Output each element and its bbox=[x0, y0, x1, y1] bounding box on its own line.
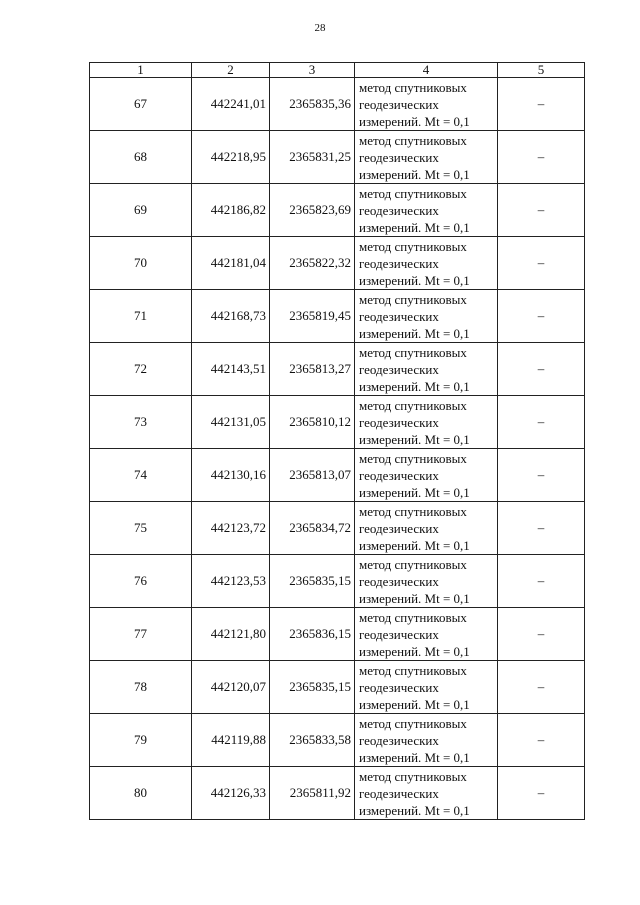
method-line: геодезических bbox=[359, 361, 439, 377]
note-cell: – bbox=[498, 78, 585, 131]
table-row bbox=[90, 343, 585, 396]
x-coordinate-cell: 442121,80 bbox=[192, 608, 270, 661]
method-line: измерений. Mt = 0,1 bbox=[359, 802, 470, 818]
table-row bbox=[90, 449, 585, 502]
method-line: метод спутниковых bbox=[359, 344, 467, 360]
method-line: метод спутниковых bbox=[359, 715, 467, 731]
method-line: метод спутниковых bbox=[359, 609, 467, 625]
point-number-cell: 74 bbox=[90, 449, 192, 502]
table-row bbox=[90, 396, 585, 449]
table-row bbox=[90, 184, 585, 237]
method-cell bbox=[355, 184, 498, 237]
note-cell: – bbox=[498, 661, 585, 714]
method-cell bbox=[355, 661, 498, 714]
header-cell-5: 5 bbox=[498, 63, 585, 78]
point-number-cell: 69 bbox=[90, 184, 192, 237]
x-coordinate-cell: 442119,88 bbox=[192, 714, 270, 767]
method-line: измерений. Mt = 0,1 bbox=[359, 325, 470, 341]
method-cell bbox=[355, 78, 498, 131]
x-coordinate-cell: 442168,73 bbox=[192, 290, 270, 343]
method-cell bbox=[355, 237, 498, 290]
y-coordinate-cell: 2365833,58 bbox=[270, 714, 355, 767]
point-number-cell: 67 bbox=[90, 78, 192, 131]
note-cell: – bbox=[498, 449, 585, 502]
point-number-cell: 79 bbox=[90, 714, 192, 767]
method-cell bbox=[355, 290, 498, 343]
y-coordinate-cell: 2365835,15 bbox=[270, 555, 355, 608]
table-row bbox=[90, 237, 585, 290]
table-row bbox=[90, 131, 585, 184]
method-line: геодезических bbox=[359, 308, 439, 324]
y-coordinate-cell: 2365835,15 bbox=[270, 661, 355, 714]
note-cell: – bbox=[498, 290, 585, 343]
point-number-cell: 68 bbox=[90, 131, 192, 184]
method-line: метод спутниковых bbox=[359, 132, 467, 148]
note-cell: – bbox=[498, 767, 585, 820]
method-line: метод спутниковых bbox=[359, 503, 467, 519]
method-cell bbox=[355, 608, 498, 661]
method-line: геодезических bbox=[359, 626, 439, 642]
coordinates-table bbox=[89, 62, 585, 820]
table-row bbox=[90, 608, 585, 661]
note-cell: – bbox=[498, 502, 585, 555]
method-line: геодезических bbox=[359, 785, 439, 801]
method-line: измерений. Mt = 0,1 bbox=[359, 537, 470, 553]
method-line: измерений. Mt = 0,1 bbox=[359, 378, 470, 394]
method-line: геодезических bbox=[359, 149, 439, 165]
note-cell: – bbox=[498, 343, 585, 396]
method-line: геодезических bbox=[359, 679, 439, 695]
point-number-cell: 75 bbox=[90, 502, 192, 555]
point-number-cell: 73 bbox=[90, 396, 192, 449]
method-line: измерений. Mt = 0,1 bbox=[359, 749, 470, 765]
method-line: геодезических bbox=[359, 520, 439, 536]
method-line: метод спутниковых bbox=[359, 238, 467, 254]
note-cell: – bbox=[498, 184, 585, 237]
note-cell: – bbox=[498, 237, 585, 290]
method-line: геодезических bbox=[359, 96, 439, 112]
method-line: метод спутниковых bbox=[359, 185, 467, 201]
method-line: геодезических bbox=[359, 573, 439, 589]
x-coordinate-cell: 442218,95 bbox=[192, 131, 270, 184]
table-row bbox=[90, 767, 585, 820]
method-line: метод спутниковых bbox=[359, 768, 467, 784]
method-cell bbox=[355, 449, 498, 502]
x-coordinate-cell: 442131,05 bbox=[192, 396, 270, 449]
table-row bbox=[90, 555, 585, 608]
x-coordinate-cell: 442143,51 bbox=[192, 343, 270, 396]
y-coordinate-cell: 2365836,15 bbox=[270, 608, 355, 661]
method-cell bbox=[355, 767, 498, 820]
header-cell-1: 1 bbox=[90, 63, 192, 78]
header-cell-4: 4 bbox=[355, 63, 498, 78]
page-number: 28 bbox=[314, 22, 326, 34]
y-coordinate-cell: 2365819,45 bbox=[270, 290, 355, 343]
method-line: геодезических bbox=[359, 414, 439, 430]
method-line: метод спутниковых bbox=[359, 397, 467, 413]
y-coordinate-cell: 2365835,36 bbox=[270, 78, 355, 131]
point-number-cell: 70 bbox=[90, 237, 192, 290]
method-line: метод спутниковых bbox=[359, 450, 467, 466]
y-coordinate-cell: 2365822,32 bbox=[270, 237, 355, 290]
method-cell bbox=[355, 502, 498, 555]
x-coordinate-cell: 442123,72 bbox=[192, 502, 270, 555]
x-coordinate-cell: 442120,07 bbox=[192, 661, 270, 714]
point-number-cell: 72 bbox=[90, 343, 192, 396]
y-coordinate-cell: 2365834,72 bbox=[270, 502, 355, 555]
note-cell: – bbox=[498, 714, 585, 767]
note-cell: – bbox=[498, 555, 585, 608]
method-line: измерений. Mt = 0,1 bbox=[359, 484, 470, 500]
table-row bbox=[90, 661, 585, 714]
note-cell: – bbox=[498, 396, 585, 449]
method-line: измерений. Mt = 0,1 bbox=[359, 166, 470, 182]
method-cell bbox=[355, 555, 498, 608]
y-coordinate-cell: 2365831,25 bbox=[270, 131, 355, 184]
x-coordinate-cell: 442241,01 bbox=[192, 78, 270, 131]
note-cell: – bbox=[498, 608, 585, 661]
header-cell-3: 3 bbox=[270, 63, 355, 78]
y-coordinate-cell: 2365813,27 bbox=[270, 343, 355, 396]
method-line: измерений. Mt = 0,1 bbox=[359, 431, 470, 447]
x-coordinate-cell: 442123,53 bbox=[192, 555, 270, 608]
y-coordinate-cell: 2365823,69 bbox=[270, 184, 355, 237]
x-coordinate-cell: 442181,04 bbox=[192, 237, 270, 290]
method-cell bbox=[355, 343, 498, 396]
table-row bbox=[90, 290, 585, 343]
table-header-row bbox=[90, 63, 585, 78]
method-line: измерений. Mt = 0,1 bbox=[359, 696, 470, 712]
note-cell: – bbox=[498, 131, 585, 184]
method-line: метод спутниковых bbox=[359, 662, 467, 678]
point-number-cell: 77 bbox=[90, 608, 192, 661]
x-coordinate-cell: 442126,33 bbox=[192, 767, 270, 820]
method-line: измерений. Mt = 0,1 bbox=[359, 113, 470, 129]
table-row bbox=[90, 78, 585, 131]
method-line: геодезических bbox=[359, 732, 439, 748]
method-line: измерений. Mt = 0,1 bbox=[359, 219, 470, 235]
method-cell bbox=[355, 396, 498, 449]
table-row bbox=[90, 502, 585, 555]
x-coordinate-cell: 442130,16 bbox=[192, 449, 270, 502]
point-number-cell: 78 bbox=[90, 661, 192, 714]
method-line: метод спутниковых bbox=[359, 291, 467, 307]
point-number-cell: 76 bbox=[90, 555, 192, 608]
method-line: геодезических bbox=[359, 202, 439, 218]
method-cell bbox=[355, 131, 498, 184]
method-line: измерений. Mt = 0,1 bbox=[359, 272, 470, 288]
point-number-cell: 71 bbox=[90, 290, 192, 343]
method-line: метод спутниковых bbox=[359, 556, 467, 572]
method-line: измерений. Mt = 0,1 bbox=[359, 643, 470, 659]
method-line: геодезических bbox=[359, 255, 439, 271]
y-coordinate-cell: 2365811,92 bbox=[270, 767, 355, 820]
x-coordinate-cell: 442186,82 bbox=[192, 184, 270, 237]
y-coordinate-cell: 2365810,12 bbox=[270, 396, 355, 449]
header-cell-2: 2 bbox=[192, 63, 270, 78]
point-number-cell: 80 bbox=[90, 767, 192, 820]
method-cell bbox=[355, 714, 498, 767]
method-line: геодезических bbox=[359, 467, 439, 483]
method-line: измерений. Mt = 0,1 bbox=[359, 590, 470, 606]
y-coordinate-cell: 2365813,07 bbox=[270, 449, 355, 502]
method-line: метод спутниковых bbox=[359, 79, 467, 95]
table-row bbox=[90, 714, 585, 767]
